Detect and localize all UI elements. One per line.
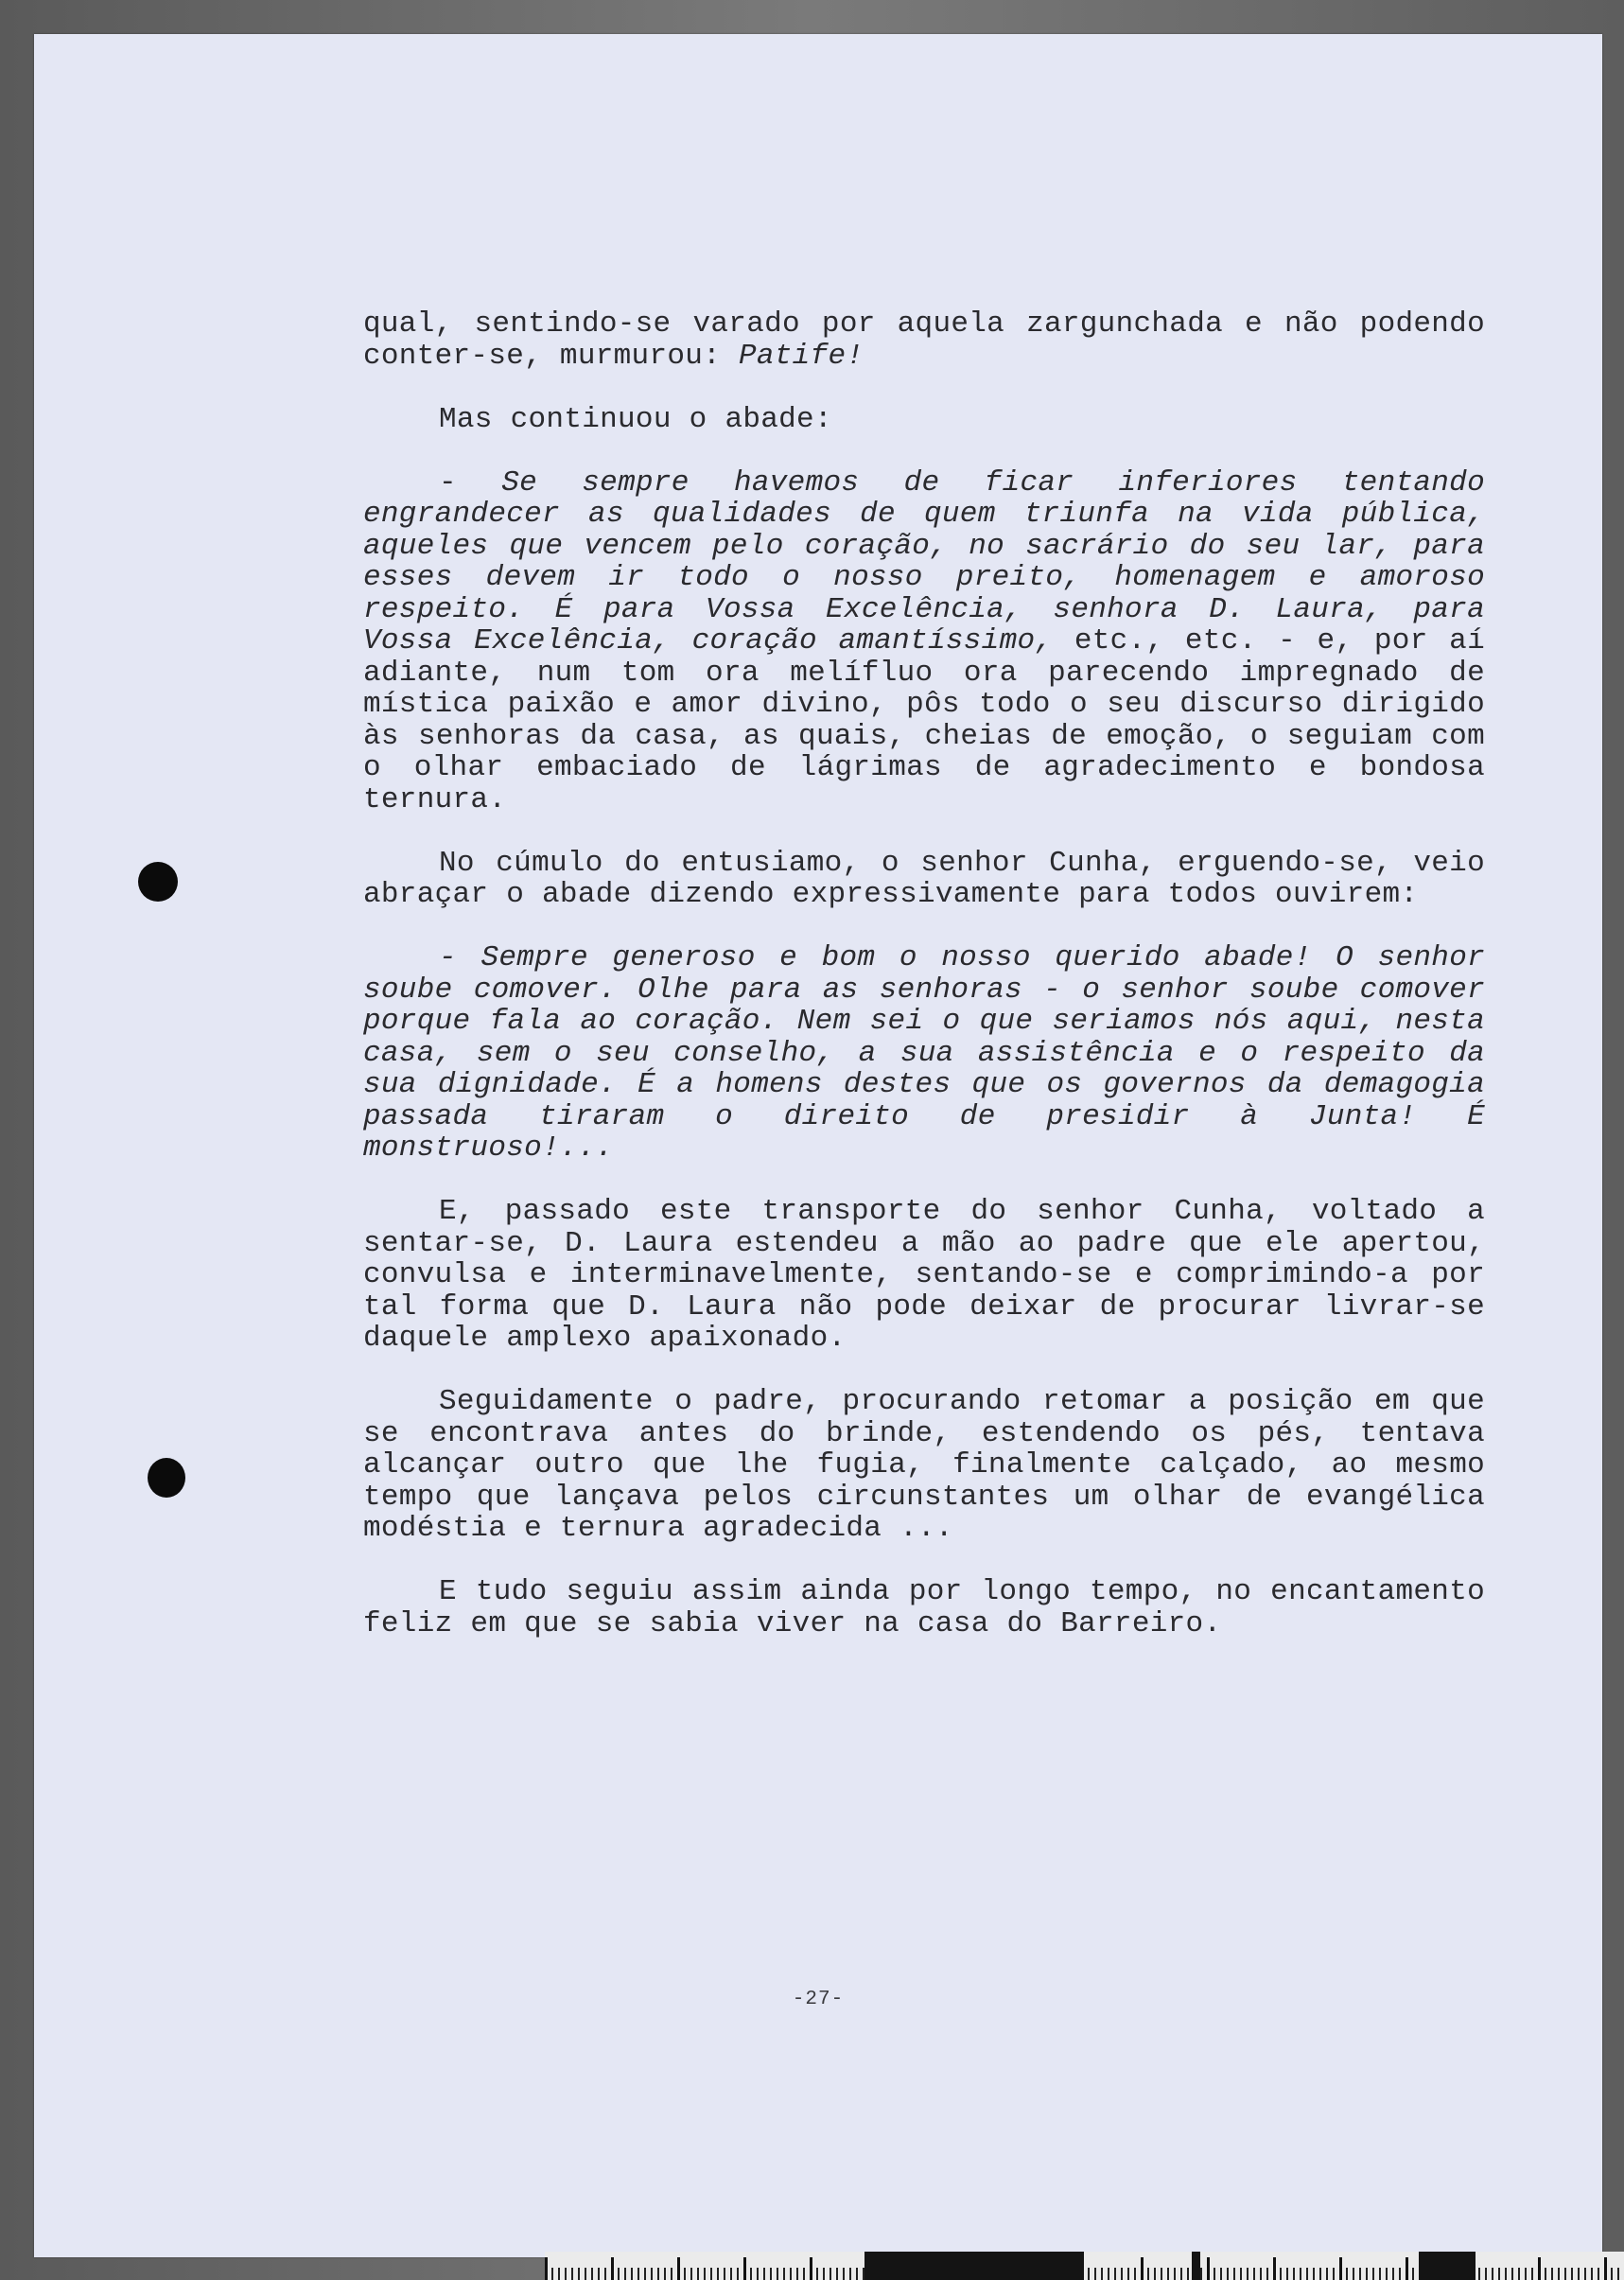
paragraph-1 bbox=[363, 308, 1485, 372]
text-segment: Seguidamente o padre, procurando retomar a posição em que se encontrava antes do brinde, estendendo os pés, tentava alcançar outro que lhe fugia, finalmente calçado, ao mesmo tempo que lançava pelos circunstantes um olhar de evangélica modéstia e ternura agradecida ... bbox=[363, 1385, 1485, 1545]
body-text bbox=[363, 308, 1485, 1672]
text-segment: E, passado este transporte do senhor Cunha, voltado a sentar-se, D. Laura estendeu a mão ao padre que ele apertou, convulsa e interminavelmente, sentando-se e comprimindo-a por tal forma que D. Laura não pode deixar de procurar livrar-se daquele amplexo apaixonado. bbox=[363, 1195, 1485, 1355]
punch-hole-top bbox=[138, 862, 178, 902]
text-segment-italic: - Sempre generoso e bom o nosso querido abade! O senhor soube comover. Olhe para as senhoras - o senhor soube comover porque fala ao coração. Nem sei o que seriamos nós aqui, nesta casa, sem o seu conselho, a sua assistência e o respeito da sua dignidade. É a homens destes que os governos da demagogia passada tiraram o direito de presidir à Junta! É monstruoso!... bbox=[363, 941, 1485, 1165]
paragraph-8 bbox=[363, 1576, 1485, 1640]
document-page bbox=[34, 34, 1602, 2257]
punch-hole-bottom bbox=[148, 1458, 185, 1498]
text-segment: E tudo seguiu assim ainda por longo tempo, no encantamento feliz em que se sabia viver na casa do Barreiro. bbox=[363, 1575, 1485, 1640]
paragraph-4 bbox=[363, 848, 1485, 911]
paragraph-6 bbox=[363, 1196, 1485, 1355]
text-segment: qual, sentindo-se varado por aquela zargunchada e não podendo conter-se, murmurou: bbox=[363, 307, 1485, 373]
scale-ruler-block bbox=[864, 2252, 1084, 2280]
paragraph-5-speech bbox=[363, 942, 1485, 1165]
text-segment-italic: Se sempre havemos de ficar inferiores tentando engrandecer as qualidades de quem triunfa na vida pública, aqueles que vencem pelo coração, no sacrário do seu lar, para esses devem ir todo o nosso preito, homenagem e amoroso respeito. É para Vossa Excelência, senhora D. Laura, para Vossa Excelência, coração amantíssimo, bbox=[363, 465, 1485, 658]
text-segment: - bbox=[439, 465, 502, 500]
text-segment: Mas continuou o abade: bbox=[439, 402, 832, 436]
scale-ruler-block bbox=[1419, 2252, 1476, 2280]
paragraph-3-speech bbox=[363, 467, 1485, 816]
scale-ruler-block bbox=[1192, 2252, 1200, 2280]
paragraph-7 bbox=[363, 1386, 1485, 1545]
paragraph-2 bbox=[363, 404, 1485, 436]
text-segment: No cúmulo do entusiamo, o senhor Cunha, erguendo-se, veio abraçar o abade dizendo expressivamente para todos ouvirem: bbox=[363, 846, 1485, 911]
text-segment-italic: Patife! bbox=[738, 339, 864, 373]
page-number: -27- bbox=[792, 1989, 845, 2010]
text-segment: etc., etc. - e, por aí adiante, num tom ora melífluo ora parecendo impregnado de mística paixão e amor divino, pôs todo o seu discurso dirigido às senhoras da casa, as quais, cheias de emoção, o seguiam com o olhar embaciado de lágrimas de agradecimento e bondosa ternura. bbox=[363, 624, 1485, 816]
